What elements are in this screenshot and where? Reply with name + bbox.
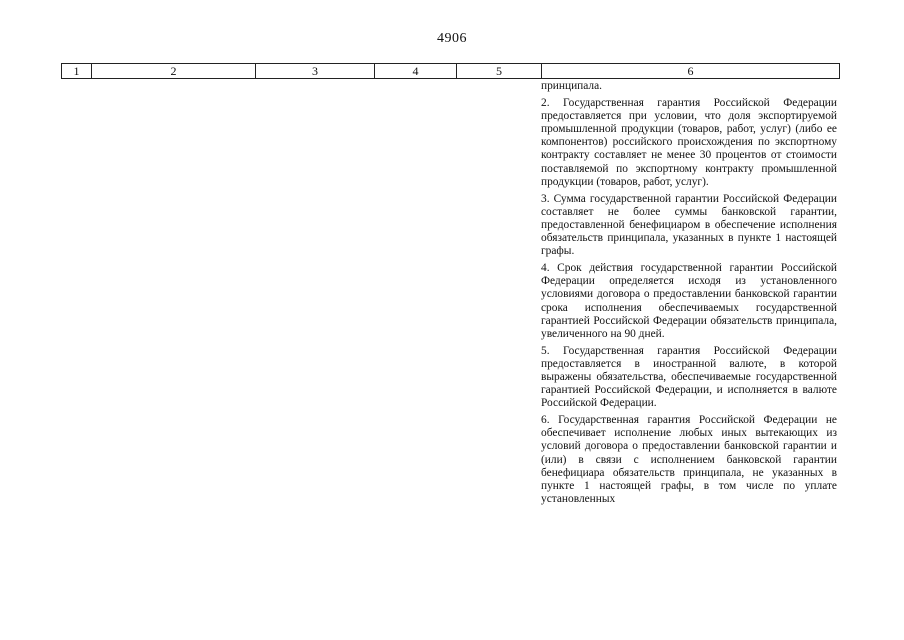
paragraph-3: 3. Сумма государственной гарантии Российской Федерации составляет не более суммы банковской гарантии, предоставленной бенефициаром в обеспечение исполнения обязательств принципала, указанных в пункте 1 настоящей графы. bbox=[541, 192, 837, 258]
column-2-header: 2 bbox=[92, 64, 256, 79]
column-number-header bbox=[61, 63, 840, 79]
page-number: 4906 bbox=[437, 31, 467, 46]
column-1-header: 1 bbox=[62, 64, 92, 79]
paragraph-5: 5. Государственная гарантия Российской Федерации предоставляется в иностранной валюте, в которой выражены обязательства, обеспечиваемые государственной гарантией Российской Федерации, и исполняется в валюте Российской Федерации. bbox=[541, 344, 837, 410]
paragraph-2: 2. Государственная гарантия Российской Федерации предоставляется при условии, что доля экспортируемой промышленной продукции (товаров, работ, услуг) (либо ее компонентов) российского происхождения по экспортному контракту составляет не менее 30 процентов от стоимости поставляемой по экспортному контракту промышленной продукции (товаров, работ, услуг). bbox=[541, 97, 837, 188]
column-5-header: 5 bbox=[457, 64, 542, 79]
column-6-text bbox=[541, 80, 837, 510]
column-6-header: 6 bbox=[542, 64, 840, 79]
column-4-header: 4 bbox=[375, 64, 457, 79]
paragraph-4: 4. Срок действия государственной гарантии Российской Федерации определяется исходя из установленного условиями договора о предоставлении банковской гарантии срока исполнения обеспечиваемых государственной гарантией Российской Федерации обязательств принципала, увеличенного на 90 дней. bbox=[541, 262, 837, 340]
continuation-text: принципала. bbox=[541, 80, 603, 92]
header-row bbox=[62, 64, 840, 79]
column-3-header: 3 bbox=[256, 64, 375, 79]
paragraph-6: 6. Государственная гарантия Российской Федерации не обеспечивает исполнение любых иных вытекающих из условий договора о предоставлении банковской гарантии и (или) в связи с исполнением банковской гарантии бенефициара обязательств принципала, не указанных в пункте 1 настоящей графы, в том числе по уплате установленных bbox=[541, 414, 837, 505]
